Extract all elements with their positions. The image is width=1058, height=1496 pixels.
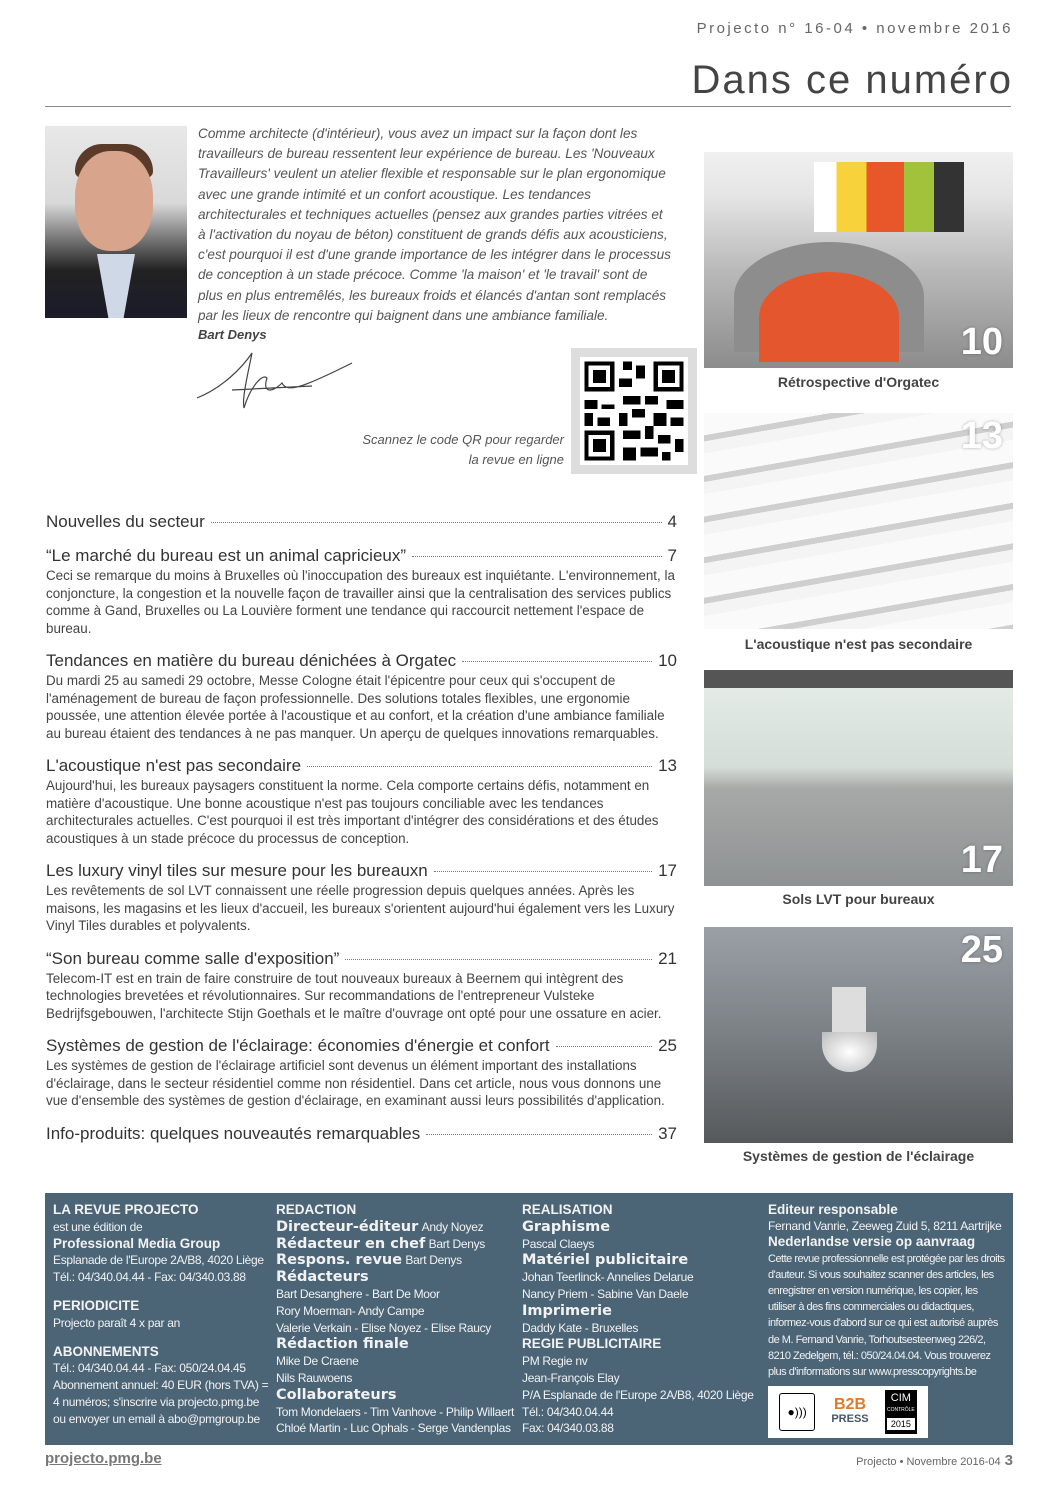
person: Bart Denys [428,1236,486,1251]
author-portrait [45,126,187,318]
toc-page: 17 [658,861,677,880]
page-number-badge: 13 [960,415,1003,457]
toc-title[interactable]: Nouvelles du secteur [46,512,205,531]
colophon-realisation [522,1202,762,1437]
toc-page: 4 [667,512,677,531]
colophon-text: Projecto paraît 4 x par an [53,1315,180,1330]
photo-caption: L'acoustique n'est pas secondaire [744,636,973,652]
person: Bart Desanghere - Bart De Moor [276,1286,440,1301]
colophon-text: Tél.: 04/340.04.44 - Fax: 04/340.03.88 [53,1270,246,1285]
toc-entry[interactable] [46,949,677,1023]
website-link[interactable]: projecto.pmg.be [45,1450,162,1467]
toc-summary: Ceci se remarque du moins à Bruxelles où l'inoccupation des bureaux est inquiétante. L'environnement, la conjoncture, la congestion et la nouvelle façon de travailler ainsi que la centralisation des services publics comme à Gand, Bruxelles ou La Louvière forment une tendance qui raccourcit nettement l'espace de bureau. [46,568,675,636]
colophon-heading: Editeur responsable [768,1202,898,1217]
toc-entry[interactable] [46,651,677,742]
toc-title[interactable]: Systèmes de gestion de l'éclairage: économies d'énergie et confort [46,1036,550,1055]
toc-summary: Les revêtements de sol LVT connaissent une réelle progression depuis quelques années. Après les maisons, les magasins et les lieux d'accueil, les bureaux s'orientent aujourd'hui également vers les Luxury Vinyl Tiles durables et polyvalents. [46,883,675,933]
toc-entry[interactable] [46,756,677,847]
table-of-contents [46,512,677,1158]
toc-page: 13 [658,756,677,775]
person: Bart Denys [405,1253,462,1268]
logo-strip [768,1386,928,1438]
photo-lighting-sensor [704,927,1013,1143]
colophon-text: Tél.: 04/340.04.44 [522,1404,614,1419]
page-number-badge: 25 [960,929,1003,971]
colophon-heading: REALISATION [522,1202,613,1217]
signature-image [192,348,357,413]
b2b-press-logo [831,1397,868,1427]
person: Nils Rauwoens [276,1370,353,1385]
person: Pascal Claeys [522,1236,595,1251]
toc-page: 21 [658,948,677,968]
toc-entry[interactable] [46,512,677,532]
person: Rory Moerman- Andy Campe [276,1303,425,1318]
page-number-badge: 10 [960,321,1003,363]
role: Rédacteur en chef [276,1235,426,1252]
colophon-text: Abonnement annuel: 40 EUR (hors TVA) = [53,1378,269,1393]
editorial-text: Comme architecte (d'intérieur), vous avez un impact sur la façon dont les travailleurs de bureau ressentent leur expérience de bureau. Les 'Nouveaux Travailleurs' veulent un atelier flexible et responsable sur le plan ergonomique avec une grande intimité et un confort acoustique. Les tendances architecturales et techniques actuelles (pensez aux grandes parties vitrées et à l'activation du noyau de béton) constituent de grands défis aux acousticiens, c'est pourquoi il est d'une grande importance de les intégrer dans le processus de conception à un stade précoce. Comme 'la maison' et 'le travail' sont de plus en plus entremêlés, les bureaux froids et élancés d'antan sont remplacés par les lieux de rencontre qui baignent dans une ambiance familiale. [198,126,671,323]
photo-orgatec [704,152,1013,368]
qr-code[interactable] [571,348,697,474]
colophon-text: ou envoyer un email à abo@pmgroup.be [53,1411,260,1426]
colophon-heading: Professional Media Group [53,1235,221,1251]
qr-code-image [580,357,688,465]
toc-title[interactable]: Les luxury vinyl tiles sur mesure pour les bureauxn [46,861,428,880]
colophon-heading: REDACTION [276,1202,357,1217]
copyright-notice: Cette revue professionnelle est protégée par les droits d'auteur. Si vous souhaitez scanner des articles, les enregistrer en version numérique, les copier, les utiliser à des fins commerciales ou didactiques, informez-vous d'abord sur ce qui est autorisé auprès de M. Fernand Vanrie, Torhoutsesteenweg 226/2, 8210 Zedelgem, tél.: 050/24.04.04. Vous trouverez plus d'informations sur www.presscopyrights.be [768,1252,1005,1379]
toc-page: 7 [667,546,677,565]
header-divider [45,106,1011,107]
editorial-author: Bart Denys [198,327,267,342]
person: Mike De Craene [276,1354,359,1369]
colophon-heading: LA REVUE PROJECTO [53,1202,199,1217]
page-number: 3 [1004,1452,1013,1469]
colophon-redaction [276,1202,516,1437]
role: Matériel publicitaire [522,1252,689,1269]
colophon-text: Jean-François Elay [522,1370,620,1385]
role: Rédacteurs [276,1269,369,1286]
toc-title[interactable]: Info-produits: quelques nouveautés remarquables [46,1123,421,1143]
role: Graphisme [522,1218,611,1235]
page-folio [856,1452,1013,1469]
colophon-heading: REGIE PUBLICITAIRE [522,1336,662,1352]
photo-caption: Rétrospective d'Orgatec [777,374,940,390]
toc-page: 37 [658,1123,677,1143]
colophon [45,1193,1013,1445]
toc-summary: Aujourd'hui, les bureaux paysagers constituent la norme. Cela comporte certains défis, notamment en matière d'acoustique. Une bonne acoustique n'est pas toujours conciliable avec les tendances architecturales actuelles. C'est pourquoi il est très important d'intégrer des considérations et des études acoustiques à un stade précoce du processus de conception. [46,778,659,846]
toc-title[interactable]: L'acoustique n'est pas secondaire [46,756,302,775]
colophon-publisher [53,1202,273,1428]
toc-entry[interactable] [46,546,677,637]
colophon-text: P/A Esplanade de l'Europe 2A/B8, 4020 Liège [522,1387,754,1402]
logo-text: 2015 [887,1418,915,1430]
colophon-text: 4 numéros; s'inscrire via projecto.pmg.be [53,1394,260,1409]
cim-logo [885,1390,917,1434]
colophon-heading: PERIODICITE [53,1297,140,1313]
person: Daddy Kate - Bruxelles [522,1320,639,1335]
role: Respons. revue [276,1252,403,1269]
toc-title[interactable]: “Le marché du bureau est un animal capricieux” [46,546,407,565]
photo-caption: Sols LVT pour bureaux [782,891,935,907]
qr-instruction: Scannez le code QR pour regarder la revue en ligne [362,432,564,467]
page-number-badge: 17 [960,839,1003,881]
folio-text: Projecto • Novembre 2016-04 [856,1456,1001,1468]
colophon-text: Fax: 04/340.03.88 [522,1421,614,1436]
photo-lvt-floor [704,670,1013,886]
toc-page: 25 [658,1036,677,1055]
toc-entry[interactable] [46,1124,677,1144]
person: Johan Teerlinck- Annelies Delarue [522,1270,694,1285]
person: Tom Mondelaers - Tim Vanhove - Philip Willaert [276,1404,515,1419]
photo-acoustics [704,413,1013,629]
toc-summary: Les systèmes de gestion de l'éclairage artificiel sont devenus un élément important des installations d'éclairage, dans le secteur résidentiel comme non résidentiel. Dans cet article, nous vous donnons une vue d'ensemble des systèmes de gestion d'éclairage, en examinant aussi leurs possibilités d'application. [46,1058,665,1108]
colophon-text: PM Regie nv [522,1354,588,1369]
colophon-text: est une édition de [53,1219,143,1234]
role: Imprimerie [522,1302,612,1319]
toc-entry[interactable] [46,1036,677,1110]
page-title: Dans ce numéro [691,58,1013,102]
toc-summary: Du mardi 25 au samedi 29 octobre, Messe Cologne était l'épicentre pour ceux qui s'occupent de l'aménagement de bureau de façon professionnelle. Des solutions totales flexibles, une ergonomie poussée, une attention élevée portée à l'acoustique et au confort, et la création d'une ambiance familiale au bureau étaient des tendances à ne pas manquer. Un aperçu de quelques innovations remarquables. [46,673,665,741]
colophon-text: Fernand Vanrie, Zeeweg Zuid 5, 8211 Aartrijke [768,1219,1002,1234]
press-copyright-logo: ●))) [779,1393,815,1431]
toc-title[interactable]: Tendances en matière du bureau dénichées à Orgatec [46,651,457,670]
role: Rédaction finale [276,1336,409,1353]
colophon-text: Esplanade de l'Europe 2A/B8, 4020 Liège [53,1253,264,1268]
role: Collaborateurs [276,1386,397,1403]
photo-caption: Systèmes de gestion de l'éclairage [742,1148,975,1164]
toc-entry[interactable] [46,861,677,935]
person: Chloé Martin - Luc Ophals - Serge Vandenplas [276,1421,511,1436]
person: Andy Noyez [421,1219,484,1234]
person: Nancy Priem - Sabine Van Daele [522,1286,689,1301]
colophon-editor [768,1202,1008,1438]
colophon-text: Tél.: 04/340.04.44 - Fax: 050/24.04.45 [53,1361,246,1376]
role: Directeur-éditeur [276,1218,419,1235]
person: Valerie Verkain - Elise Noyez - Elise Raucy [276,1320,491,1335]
logo-text: B2B [833,1396,866,1414]
logo-text: CONTRÔLE [886,1407,915,1414]
issue-info: Projecto n° 16-04 • novembre 2016 [696,20,1013,37]
colophon-heading: Nederlandse versie op aanvraag [768,1234,976,1250]
toc-summary: Telecom-IT est en train de faire construire de tout nouveaux bureaux à Beernem qui intègrent des technologies brevetées et révolutionnaires. Sur recommandations de l'entrepreneur Vulsteke Bedrijfsgebouwen, l'architecte Stijn Goethals et le maître d'ouvrage ont opté pour une ossature en acier. [46,970,662,1021]
toc-page: 10 [658,651,677,670]
colophon-heading: ABONNEMENTS [53,1343,159,1359]
logo-text: CIM [890,1392,911,1405]
toc-title[interactable]: “Son bureau comme salle d'exposition” [46,948,340,968]
logo-text: PRESS [831,1413,869,1426]
